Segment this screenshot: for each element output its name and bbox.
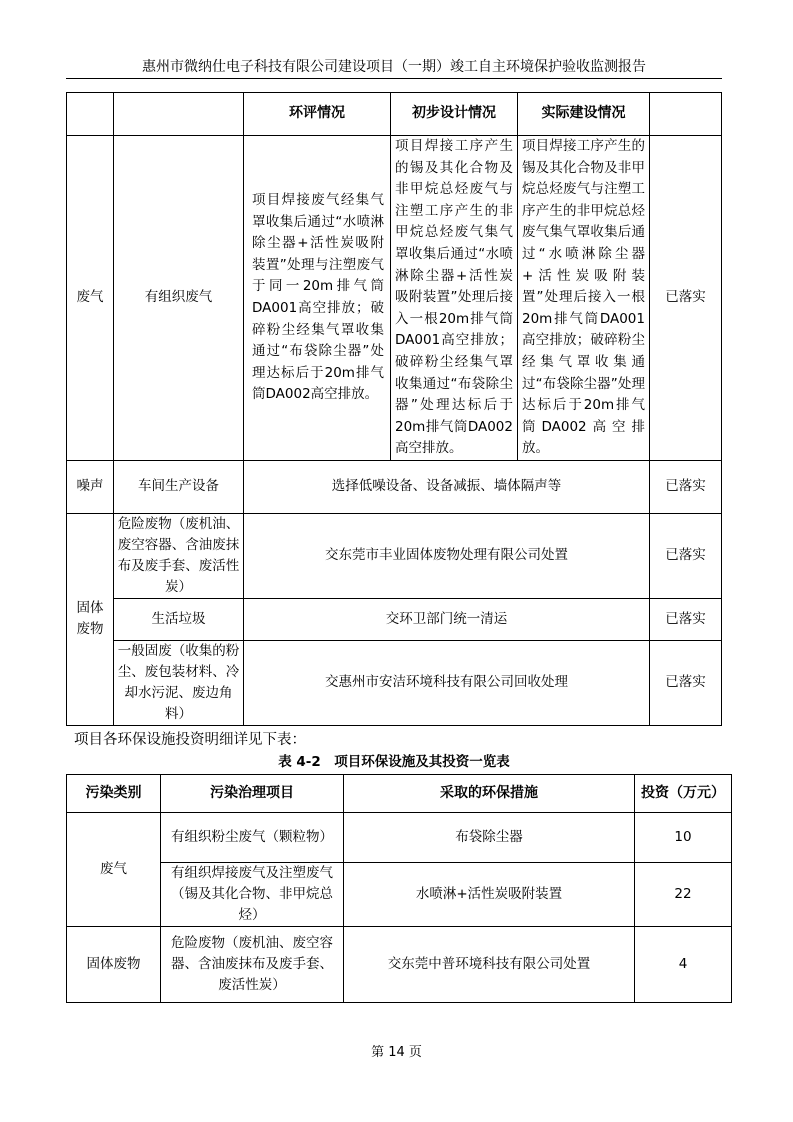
header-pollution-type: 污染类别 (67, 775, 161, 813)
category-cell: 固体废物 (67, 927, 161, 1003)
item-cell: 一般固废（收集的粉尘、废包装材料、冷却水污泥、废边角料） (114, 640, 244, 725)
header-rule (66, 78, 722, 79)
item-cell: 有组织粉尘废气（颗粒物） (161, 813, 344, 863)
header-cell (114, 93, 244, 136)
table-header-row (67, 775, 732, 813)
category-cell: 固体废物 (67, 513, 114, 725)
item-cell: 生活垃圾 (114, 598, 244, 640)
header-cell (67, 93, 114, 136)
status-cell: 已落实 (650, 640, 722, 725)
header-cell (650, 93, 722, 136)
table-row (67, 640, 722, 725)
investment-table (66, 774, 732, 1003)
measure-cell: 选择低噪设备、设备减振、墙体隔声等 (244, 460, 650, 513)
header-investment: 投资（万元） (635, 775, 732, 813)
item-cell: 危险废物（废机油、废空容器、含油废抹布及废手套、废活性炭） (161, 927, 344, 1003)
lead-text: 项目各环保设施投资明细详见下表： (74, 732, 306, 748)
header-measure: 采取的环保措施 (344, 775, 635, 813)
table-row (67, 927, 732, 1003)
table-row (67, 598, 722, 640)
header-design: 初步设计情况 (391, 93, 518, 136)
table-row (67, 513, 722, 598)
investment-cell: 10 (635, 813, 732, 863)
header-actual: 实际建设情况 (518, 93, 650, 136)
measure-cell: 交东莞中普环境科技有限公司处置 (344, 927, 635, 1003)
measure-cell: 交环卫部门统一清运 (244, 598, 650, 640)
table-row (67, 460, 722, 513)
environmental-measures-table (66, 92, 722, 726)
table-row (67, 136, 722, 461)
item-cell: 车间生产设备 (114, 460, 244, 513)
eia-cell: 项目焊接废气经集气罩收集后通过“水喷淋除尘器+活性炭吸附装置”处理与注塑废气于同一20m排气筒DA001高空排放；破碎粉尘经集气罩收集通过“布袋除尘器”处理达标后于20m排气筒DA002高空排放。 (244, 136, 391, 461)
page-number: 第 14 页 (371, 1045, 422, 1060)
status-cell: 已落实 (650, 598, 722, 640)
category-cell: 废气 (67, 813, 161, 927)
report-header: 惠州市微纳仕电子科技有限公司建设项目（一期）竣工自主环境保护验收监测报告 (142, 59, 646, 75)
design-cell: 项目焊接工序产生的锡及其化合物及非甲烷总烃废气与注塑工序产生的非甲烷总烃废气集气罩收集后通过“水喷淋除尘器+活性炭吸附装置”处理后接入一根20m排气筒DA001高空排放；破碎粉尘经集气罩收集通过“布袋除尘器”处理达标后于20m排气筒DA002高空排放。 (391, 136, 518, 461)
item-cell: 有组织焊接废气及注塑废气（锡及其化合物、非甲烷总烃） (161, 863, 344, 927)
category-cell: 噪声 (67, 460, 114, 513)
table-caption: 表 4-2 项目环保设施及其投资一览表 (278, 754, 510, 770)
category-cell: 废气 (67, 136, 114, 461)
investment-cell: 22 (635, 863, 732, 927)
header-treatment-item: 污染治理项目 (161, 775, 344, 813)
status-cell: 已落实 (650, 460, 722, 513)
measure-cell: 交东莞市丰业固体废物处理有限公司处置 (244, 513, 650, 598)
table-header-row (67, 93, 722, 136)
actual-cell: 项目焊接工序产生的锡及其化合物及非甲烷总烃废气与注塑工序产生的非甲烷总烃废气集气罩收集后通过“水喷淋除尘器+活性炭吸附装置”处理后接入一根20m排气筒DA001高空排放；破碎粉尘经集气罩收集通过“布袋除尘器”处理达标后于20m排气筒DA002高空排放。 (518, 136, 650, 461)
measure-cell: 布袋除尘器 (344, 813, 635, 863)
header-eia: 环评情况 (244, 93, 391, 136)
item-cell: 危险废物（废机油、废空容器、含油废抹布及废手套、废活性炭） (114, 513, 244, 598)
item-cell: 有组织废气 (114, 136, 244, 461)
status-cell: 已落实 (650, 513, 722, 598)
measure-cell: 水喷淋+活性炭吸附装置 (344, 863, 635, 927)
investment-cell: 4 (635, 927, 732, 1003)
table-row (67, 863, 732, 927)
status-cell: 已落实 (650, 136, 722, 461)
measure-cell: 交惠州市安洁环境科技有限公司回收处理 (244, 640, 650, 725)
table-row (67, 813, 732, 863)
